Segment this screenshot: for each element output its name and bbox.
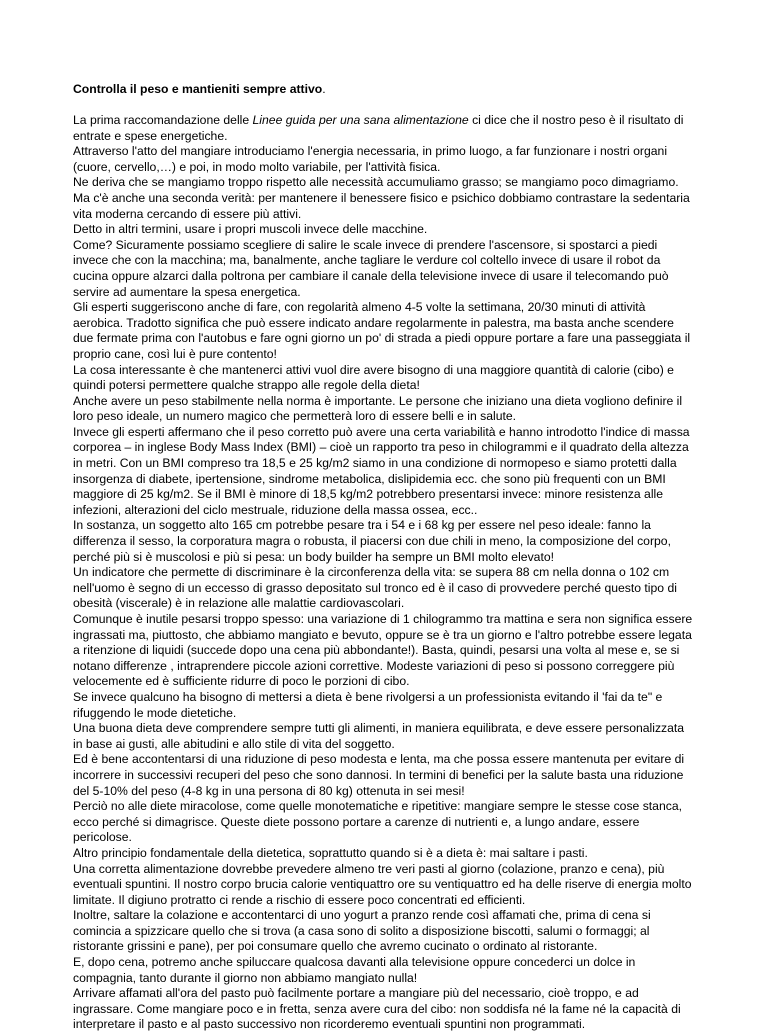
paragraph: Un indicatore che permette di discriminare è la circonferenza della vita: se supera 88 cm nella donna o 102 cm nell'uomo è segno di un eccesso di grasso depositato sul tronco ed è il caso di provvedere perché questo tipo di obesità (viscerale) è in relazione alle malattie cardiovascolari. (73, 565, 677, 611)
paragraph: Altro principio fondamentale della dietetica, soprattutto quando si è a dieta è: mai saltare i pasti. (73, 845, 588, 860)
paragraph: La cosa interessante è che mantenerci attivi vuol dire avere bisogno di una maggiore quantità di calorie (cibo) e quindi potersi permettere qualche strappo alle regole della dieta! (73, 362, 674, 393)
paragraph: Come? Sicuramente possiamo scegliere di salire le scale invece di prendere l'ascensore, si spostarci a piedi invece che con la macchina; ma, banalmente, anche tagliare le verdure col coltello invece di usare il robot da cucina oppure alzarci dalla poltrona per cambiare il canale della televisione invece di usare il telecomando può servire ad aumentare la spesa energetica. (73, 237, 669, 299)
document-body (73, 113, 695, 1033)
intro-paragraph (73, 113, 695, 144)
paragraph: Perciò no alle diete miracolose, come quelle monotematiche e ripetitive: mangiare sempre le stesse cose stanca, ecco perché si dimagrisce. Queste diete possono portare a carenze di nutrienti e, a lungo andare, essere pericolose. (73, 799, 683, 845)
paragraph: Invece gli esperti affermano che il peso corretto può avere una certa variabilità e hanno introdotto l'indice di massa corporea – in inglese Body Mass Index (BMI) – cioè un rapporto tra peso in chilogrammi e il quadrato della altezza in metri. Con un BMI compreso tra 18,5 e 25 kg/m2 siamo in una condizione di normopeso e siamo protetti dalla insorgenza di diabete, ipertensione, sindrome metabolica, dislipidemia ecc. che sono più frequenti con un BMI maggiore di 25 kg/m2. Se il BMI è minore di 18,5 kg/m2 potrebbero presentarsi invece: minore resistenza alle infezioni, alterazioni del ciclo mestruale, riduzione della massa ossea, ecc.. (73, 424, 690, 517)
paragraph: Una buona dieta deve comprendere sempre tutti gli alimenti, in maniera equilibrata, e deve essere personalizzata in base ai gusti, alle abitudini e allo stile di vita del soggetto. (73, 721, 685, 751)
title-period: . (322, 82, 326, 96)
paragraph: Ed è bene accontentarsi di una riduzione di peso modesta e lenta, ma che possa essere mantenuta per evitare di incorrere in successivi recuperi del peso che sono dannosi. In termini di benefici per la salute basta una riduzione del 5-10% del peso (4-8 kg in una persona di 80 kg) ottenuta in sei mesi! (73, 752, 685, 798)
intro-text-end: ci dice che il nostro peso è il risultato di entrate e spese energetiche. (73, 113, 684, 143)
paragraph: In sostanza, un soggetto alto 165 cm potrebbe pesare tra i 54 e i 68 kg per essere nel peso ideale: fanno la differenza il sesso, la corporatura magra o robusta, il piacersi con due chili in meno, la composizione del corpo, perché più si è muscolosi e più si pesa: un body builder ha sempre un BMI molto elevato! (73, 518, 671, 564)
paragraph: Anche avere un peso stabilmente nella norma è importante. Le persone che iniziano una dieta vogliono definire il loro peso ideale, un numero magico che permetterà loro di essere belli e in salute. (73, 393, 683, 424)
paragraph: Comunque è inutile pesarsi troppo spesso: una variazione di 1 chilogrammo tra mattina e sera non significa essere ingrassati ma, piuttosto, che abbiamo mangiato e bevuto, oppure se è tra un giorno e l'altro potrebbe essere legata a ritenzione di liquidi (succede dopo una cena più abbondante!). Basta, quindi, pesarsi una volta al mese e, se si notano differenze , intraprendere piccole azioni correttive. Modeste variazioni di peso si possono correggere più velocemente ed è sufficiente ridurre di poco le porzioni di cibo. (73, 612, 693, 689)
title-text: Controlla il peso e mantieniti sempre attivo (73, 82, 323, 96)
guidelines-title: Linee guida per una sana alimentazione (252, 113, 469, 127)
paragraph: Inoltre, saltare la colazione e accontentarci di uno yogurt a pranzo rende così affamati che, prima di cena si comincia a spizzicare quello che si trova (a casa sono di solito a disposizione biscotti, salumi o formaggi; al ristorante grissini e pane), per poi consumare quello che avremo cucinato o ordinato al ristorante. (73, 908, 651, 954)
paragraph: E, dopo cena, potremo anche spiluccare qualcosa davanti alla televisione oppure concederci un dolce in compagnia, tanto durante il giorno non abbiamo mangiato nulla! (73, 955, 636, 985)
document-title (73, 82, 695, 98)
paragraph: Ne deriva che se mangiamo troppo rispetto alle necessità accumuliamo grasso; se mangiamo poco dimagriamo. Ma c'è anche una seconda verità: per mantenere il benessere fisico e psichico dobbiamo contrastare la sedentaria vita moderna cercando di essere più attivi. (73, 175, 690, 221)
paragraph: Gli esperti suggeriscono anche di fare, con regolarità almeno 4-5 volte la settimana, 20/30 minuti di attività aerobica. Tradotto significa che può essere indicato andare regolarmente in palestra, ma basta anche scendere due fermate prima con l'autobus e fare ogni giorno un po' di strada a piedi oppure portare a fare una passeggiata il proprio cane, così lui è pure contento! (73, 300, 691, 361)
paragraph: Se invece qualcuno ha bisogno di mettersi a dieta è bene rivolgersi a un professionista evitando il 'fai da te" e rifuggendo le mode dietetiche. (73, 689, 663, 720)
paragraph: Detto in altri termini, usare i propri muscoli invece delle macchine. (73, 222, 428, 237)
paragraph: Attraverso l'atto del mangiare introduciamo l'energia necessaria, in primo luogo, a far funzionare i nostri organi (cuore, cervello,…) e poi, in modo molto variabile, per l'attività fisica. (73, 144, 668, 174)
paragraph: Arrivare affamati all'ora del pasto può facilmente portare a mangiare più del necessario, cioè troppo, e ad ingrassare. Come mangiare poco e in fretta, senza avere cura del cibo: non soddisfa né la fame né la capacità di interpretare il pasto e al pasto successivo non ricorderemo eventuali spuntini non programmati. (73, 986, 681, 1032)
document-page (73, 82, 695, 1033)
intro-text-start: La prima raccomandazione delle (73, 113, 253, 127)
paragraph: Una corretta alimentazione dovrebbe prevedere almeno tre veri pasti al giorno (colazione, pranzo e cena), più eventuali spuntini. Il nostro corpo brucia calorie ventiquattro ore su ventiquattro ed ha delle riserve di energia molto limitate. Il digiuno protratto ci rende a rischio di essere poco concentrati ed efficienti. (73, 861, 692, 907)
